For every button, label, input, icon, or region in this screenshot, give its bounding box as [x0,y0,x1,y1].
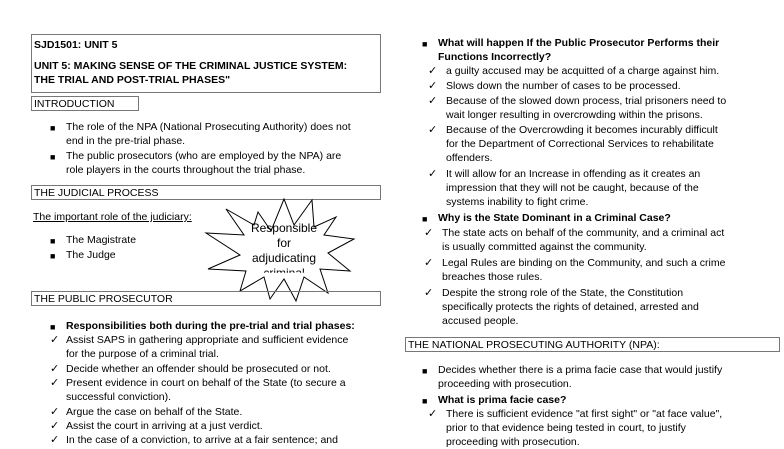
resp-item3-line2: successful conviction). [66,391,172,403]
resp-item1-line1: Assist SAPS in gathering appropriate and sufficient evidence [66,334,349,346]
responsibilities-heading: Responsibilities both during the pre-trial and trial phases: [66,320,355,332]
page-title-line1: UNIT 5: MAKING SENSE OF THE CRIMINAL JUSTICE SYSTEM: [34,60,348,72]
bullet-icon: ■ [50,123,56,133]
incorrect-item4-line1: Because of the Overcrowding it becomes incurably difficult [446,124,718,136]
bullet-icon: ■ [422,396,428,406]
bullet-icon: ■ [422,366,428,376]
intro-bullet2-line1: The public prosecutors (who are employed by the NPA) are [66,150,342,162]
callout-line2: for [276,236,291,250]
check-icon: ✓ [428,168,438,180]
check-icon: ✓ [424,287,434,299]
resp-item5: Assist the court in arriving at a just verdict. [66,420,263,432]
incorrect-heading-line2: Functions Incorrectly? [438,51,552,63]
judicial-heading: THE JUDICIAL PROCESS [34,187,159,199]
check-icon: ✓ [424,227,434,239]
bullet-icon: ■ [50,236,56,246]
incorrect-item5-line1: It will allow for an Increase in offending as it creates an [446,168,701,180]
check-icon: ✓ [50,363,60,375]
incorrect-item3-line1: Because of the slowed down process, trial prisoners need to [446,95,727,107]
npa-heading: THE NATIONAL PROSECUTING AUTHORITY (NPA): [408,339,660,351]
incorrect-item4-line2: for the Department of Correctional Services to rehabilitate [446,138,714,150]
judicial-subheading: The important role of the judiciary: [33,211,192,223]
incorrect-item3-line2: wait longer resulting in overcrowding within the prisons. [446,109,703,121]
incorrect-item2: Slows down the number of cases to be processed. [446,80,681,92]
check-icon: ✓ [428,80,438,92]
check-icon: ✓ [50,420,60,432]
incorrect-heading-line1: What will happen If the Public Prosecutor Performs their [438,37,720,49]
dominant-item3-line3: accused people. [442,315,519,327]
bullet-icon: ■ [50,322,56,332]
check-icon: ✓ [428,95,438,107]
intro-heading: INTRODUCTION [34,98,115,110]
prima-facie-heading: What is prima facie case? [438,394,567,406]
prosecutor-heading: THE PUBLIC PROSECUTOR [34,293,173,305]
check-icon: ✓ [428,408,438,420]
dominant-item1-line2: is usually committed against the community. [442,241,647,253]
incorrect-item4-line3: offenders. [446,152,493,164]
check-icon: ✓ [50,406,60,418]
judiciary-item-magistrate: The Magistrate [66,234,137,246]
intro-bullet1-line2: end in the pre-trial phase. [66,135,186,147]
course-code: SJD1501: UNIT 5 [34,39,118,51]
resp-item1-line2: for the purpose of a criminal trial. [66,348,219,360]
npa-bullet1-line2: proceeding with prosecution. [438,378,572,390]
check-icon: ✓ [424,257,434,269]
dominant-item2-line1: Legal Rules are binding on the Community, and such a crime [442,257,726,269]
bullet-icon: ■ [50,251,56,261]
resp-item6: In the case of a conviction, to arrive at a fair sentence; and [66,434,338,446]
dominant-heading: Why is the State Dominant in a Criminal Case? [438,212,671,224]
npa-bullet1-line1: Decides whether there is a prima facie case that would justify [438,364,723,376]
incorrect-item5-line3: systems inability to fight crime. [446,196,589,208]
bullet-icon: ■ [50,152,56,162]
resp-item2: Decide whether an offender should be prosecuted or not. [66,363,331,375]
resp-item4: Argue the case on behalf of the State. [66,406,243,418]
check-icon: ✓ [428,124,438,136]
bullet-icon: ■ [422,39,428,49]
resp-item3-line1: Present evidence in court on behalf of the State (to secure a [66,377,346,389]
incorrect-item5-line2: impression that they will not be caught, because of the [446,182,699,194]
callout-starburst [204,197,364,305]
intro-bullet2-line2: role players in the courts throughout the trial phase. [66,164,306,176]
judiciary-item-judge: The Judge [66,249,116,261]
check-icon: ✓ [428,65,438,77]
check-icon: ✓ [50,377,60,389]
intro-bullet1-line1: The role of the NPA (National Prosecuting Authority) does not [66,121,351,133]
prima-facie-line3: proceeding with prosecution. [446,436,580,448]
prima-facie-line2: prior to that evidence being tested in court, to justify [446,422,686,434]
page-title-line2: THE TRIAL AND POST-TRIAL PHASES" [34,74,231,86]
callout-line1: Responsible [250,221,318,235]
incorrect-item1: a guilty accused may be acquitted of a charge against him. [446,65,720,77]
dominant-item1-line1: The state acts on behalf of the community, and a criminal act [442,227,725,239]
bullet-icon: ■ [422,214,428,224]
check-icon: ✓ [50,434,60,446]
callout-line3: adjudicating [251,251,317,265]
dominant-item3-line1: Despite the strong role of the State, the Constitution [442,287,684,299]
dominant-item2-line2: breaches those rules. [442,271,543,283]
check-icon: ✓ [50,334,60,346]
prima-facie-line1: There is sufficient evidence "at first sight" or "at face value", [446,408,723,420]
dominant-item3-line2: specifically protects the rights of detained, arrested and [442,301,699,313]
